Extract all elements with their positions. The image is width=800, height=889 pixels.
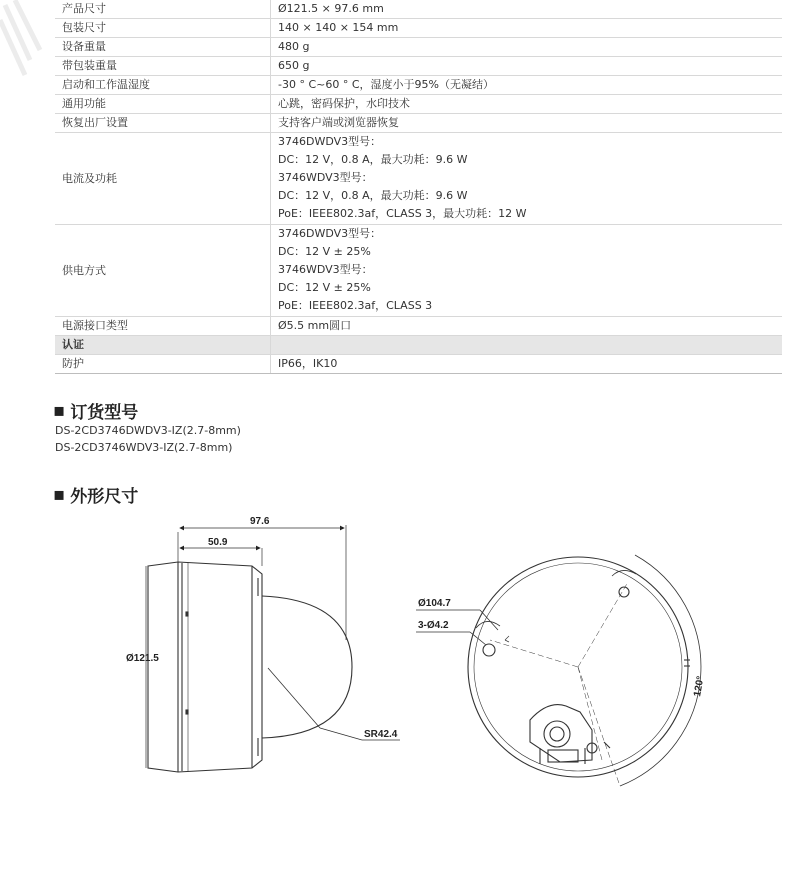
spec-value: 650 g <box>271 57 783 76</box>
spec-line: PoE：IEEE802.3af，CLASS 3，最大功耗：12 W <box>278 207 527 220</box>
table-row <box>55 19 782 38</box>
dimension-label: SR42.4 <box>364 729 398 740</box>
spec-label: 设备重量 <box>55 38 271 57</box>
section-spacer <box>271 336 783 355</box>
spec-value: 心跳，密码保护，水印技术 <box>271 95 783 114</box>
spec-value: 140 × 140 × 154 mm <box>271 19 783 38</box>
table-row <box>55 0 782 19</box>
spec-label: 恢复出厂设置 <box>55 114 271 133</box>
spec-value <box>271 225 783 317</box>
spec-line: DC：12 V，0.8 A，最大功耗：9.6 W <box>278 189 468 202</box>
table-row-power-consumption <box>55 133 782 225</box>
dimension-label: 3-Ø4.2 <box>418 620 449 631</box>
dimension-label: Ø121.5 <box>126 653 159 664</box>
table-row <box>55 95 782 114</box>
spec-line: 3746WDV3型号： <box>278 171 373 184</box>
dimension-label: 97.6 <box>250 516 270 527</box>
model-number: DS-2CD3746DWDV3-IZ(2.7-8mm) <box>55 424 241 437</box>
dimension-label: Ø104.7 <box>418 598 451 609</box>
spec-label: 供电方式 <box>55 225 271 317</box>
spec-line: DC：12 V，0.8 A，最大功耗：9.6 W <box>278 153 468 166</box>
spec-line: DC：12 V ± 25% <box>278 281 371 294</box>
spec-line: 3746DWDV3型号： <box>278 135 382 148</box>
spec-value: IP66，IK10 <box>271 355 783 374</box>
spec-table <box>55 0 782 374</box>
spec-label: 电源接口类型 <box>55 317 271 336</box>
ordering-title: 订货型号 <box>70 403 139 423</box>
spec-value: -30 ° C~60 ° C，湿度小于95%（无凝结） <box>271 76 783 95</box>
table-row <box>55 114 782 133</box>
spec-value: Ø121.5 × 97.6 mm <box>271 0 783 19</box>
dimension-label: 50.9 <box>208 537 228 548</box>
spec-label: 电流及功耗 <box>55 133 271 225</box>
spec-value <box>271 133 783 225</box>
spec-label: 产品尺寸 <box>55 0 271 19</box>
dimension-drawings <box>0 495 800 889</box>
model-number: DS-2CD3746WDV3-IZ(2.7-8mm) <box>55 441 233 454</box>
bullet-icon: ▪ <box>53 484 66 505</box>
spec-label: 包装尺寸 <box>55 19 271 38</box>
side-view-drawing <box>146 525 400 772</box>
dimensions-title: 外形尺寸 <box>70 487 139 507</box>
spec-label: 防护 <box>55 355 271 374</box>
background-decoration <box>0 0 50 80</box>
bottom-view-drawing <box>416 555 701 786</box>
spec-label: 带包装重量 <box>55 57 271 76</box>
spec-line: 3746DWDV3型号： <box>278 227 382 240</box>
spec-label: 启动和工作温湿度 <box>55 76 271 95</box>
spec-value: 支持客户端或浏览器恢复 <box>271 114 783 133</box>
table-row <box>55 317 782 336</box>
spec-label: 通用功能 <box>55 95 271 114</box>
bullet-icon: ▪ <box>53 400 66 421</box>
table-row <box>55 38 782 57</box>
spec-line: 3746WDV3型号： <box>278 263 373 276</box>
table-row <box>55 76 782 95</box>
spec-line: DC：12 V ± 25% <box>278 245 371 258</box>
ordering-heading <box>53 398 138 423</box>
spec-line: PoE：IEEE802.3af，CLASS 3 <box>278 299 433 312</box>
section-title: 认证 <box>55 336 271 355</box>
table-row <box>55 355 782 374</box>
spec-value: Ø5.5 mm圆口 <box>271 317 783 336</box>
dimension-label: 120° <box>692 675 707 698</box>
spec-value: 480 g <box>271 38 783 57</box>
table-row <box>55 57 782 76</box>
table-section-header <box>55 336 782 355</box>
table-row-power-supply <box>55 225 782 317</box>
